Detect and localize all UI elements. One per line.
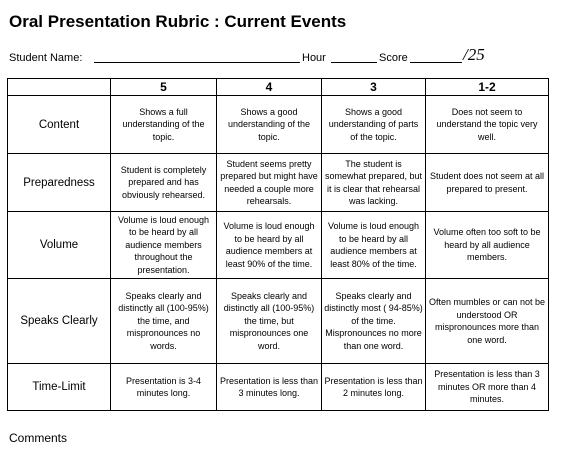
criterion-label: Content	[8, 96, 111, 154]
page-title: Oral Presentation Rubric : Current Events	[9, 12, 347, 31]
rubric-cell: Speaks clearly and distinctly all (100-95%) the time, and mispronounces no words.	[111, 279, 217, 364]
hour-line[interactable]	[331, 62, 377, 63]
rubric-cell: Student does not seem at all prepared to present.	[426, 154, 549, 212]
header-row	[8, 79, 549, 96]
hour-label: Hour	[302, 52, 326, 64]
rubric-cell: Student seems pretty prepared but might have needed a couple more rehearsals.	[217, 154, 322, 212]
criterion-label: Preparedness	[8, 154, 111, 212]
rubric-cell: Presentation is less than 3 minutes OR more than 4 minutes.	[426, 364, 549, 411]
rubric-cell: Volume is loud enough to be heard by all audience members throughout the presentation.	[111, 212, 217, 279]
rubric-cell: Volume often too soft to be heard by all audience members.	[426, 212, 549, 279]
rubric-cell: Shows a good understanding of the topic.	[217, 96, 322, 154]
rubric-cell: Shows a full understanding of the topic.	[111, 96, 217, 154]
table-row	[8, 154, 549, 212]
criterion-label: Speaks Clearly	[8, 279, 111, 364]
criterion-label: Volume	[8, 212, 111, 279]
criterion-label: Time-Limit	[8, 364, 111, 411]
rubric-cell: Volume is loud enough to be heard by all audience members at least 80% of the time.	[322, 212, 426, 279]
header-criteria	[8, 79, 111, 96]
comments-label: Comments	[9, 431, 68, 445]
table-row	[8, 212, 549, 279]
student-name-line[interactable]	[94, 62, 300, 63]
rubric-cell: Often mumbles or can not be understood OR mispronounces more than one word.	[426, 279, 549, 364]
rubric-cell: Speaks clearly and distinctly all (100-95%) the time, but mispronounces one word.	[217, 279, 322, 364]
header-score-4: 4	[217, 79, 322, 96]
student-name-label: Student Name:	[9, 52, 83, 64]
table-row	[8, 364, 549, 411]
rubric-cell: Student is completely prepared and has obviously rehearsed.	[111, 154, 217, 212]
score-max: /25	[463, 45, 485, 64]
student-info-fields	[9, 46, 549, 68]
rubric-cell: Volume is loud enough to be heard by all audience members at least 90% of the time.	[217, 212, 322, 279]
rubric-cell: Does not seem to understand the topic very well.	[426, 96, 549, 154]
rubric-cell: Presentation is less than 2 minutes long.	[322, 364, 426, 411]
rubric-cell: Presentation is less than 3 minutes long.	[217, 364, 322, 411]
rubric-table	[7, 78, 549, 411]
score-label: Score	[379, 52, 408, 64]
rubric-cell: The student is somewhat prepared, but it is clear that rehearsal was lacking.	[322, 154, 426, 212]
header-score-1-2: 1-2	[426, 79, 549, 96]
header-score-3: 3	[322, 79, 426, 96]
table-row	[8, 279, 549, 364]
rubric-cell: Shows a good understanding of parts of the topic.	[322, 96, 426, 154]
rubric-cell: Speaks clearly and distinctly most ( 94-85%) of the time. Mispronounces no more than one word.	[322, 279, 426, 364]
score-line[interactable]	[410, 62, 462, 63]
rubric-cell: Presentation is 3-4 minutes long.	[111, 364, 217, 411]
header-score-5: 5	[111, 79, 217, 96]
table-row	[8, 96, 549, 154]
